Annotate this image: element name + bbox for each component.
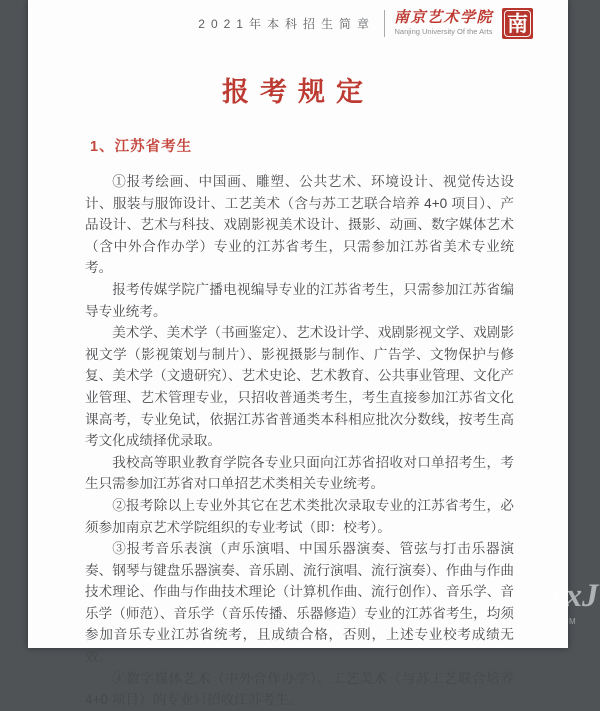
body-paragraph: ④数字媒体艺术（中外合作办学）、工艺美术（与苏工艺联合培养 4+0 项目）的专业只招收江苏考生。 [85,670,514,708]
university-seal-icon [502,8,533,39]
watermark-com-label: COM [549,617,580,626]
document-page [28,0,568,708]
page-title: 报考规定 [222,77,374,107]
watermark-glyph: xxJ [549,578,599,614]
body-text [85,171,514,711]
body-paragraph: ②报考除以上专业外其它在艺术类批次录取专业的江苏省考生，必须参加南京艺术学院组织的专业考试（即：校考）。 [85,497,514,535]
university-name-cn: 南京艺术学院 [393,10,493,27]
brochure-title: 2021年本科招生简章 [198,16,375,31]
university-logo [394,10,493,36]
section-heading-jiangsu: 1、江苏省考生 [90,139,193,155]
document-header [28,4,533,42]
body-paragraph: 美术学、美术学（书画鉴定）、艺术设计学、戏剧影视文学、戏剧影视文学（影视策划与制片）、影视摄影与制作、广告学、文物保护与修复、美术学（文遗研究）、艺术史论、艺术教育、公共事业管理、文化产业管理、艺术管理专业，只招收普通类考生，考生直接参加江苏省文化课高考，专业免试，依据江苏省普通类本科相应批次分数线，按考生高考文化成绩择优录取。 [85,325,514,449]
seal-glyph: 南 [504,10,531,37]
body-paragraph: 报考传媒学院广播电视编导专业的江苏省考生，只需参加江苏省编导专业统考。 [85,281,514,319]
body-paragraph: 我校高等职业教育学院各专业只面向江苏省招收对口单招考生，考生只需参加江苏省对口单招艺术类相关专业统考。 [85,454,514,492]
body-paragraph: ①报考绘画、中国画、雕塑、公共艺术、环境设计、视觉传达设计、服装与服饰设计、工艺美术（含与苏工艺联合培养 4+0 项目）、产品设计、艺术与科技、戏剧影视美术设计、摄影、动画、数字媒体艺术（含中外合作办学）专业的江苏省考生，只需参加江苏省美术专业统考。 [85,174,514,276]
header-divider [384,10,385,37]
body-paragraph: ③报考音乐表演（声乐演唱、中国乐器演奏、管弦与打击乐器演奏、钢琴与键盘乐器演奏、音乐剧、流行演唱、流行演奏）、作曲与作曲技术理论、作曲与作曲技术理论（计算机作曲、流行创作）、音乐学、音乐学（师范）、音乐学（音乐传播、乐器修造）专业的江苏省考生，均须参加音乐专业江苏省统考，且成绩合格，否则，上述专业校考成绩无效。 [85,541,514,665]
university-name-en: Nanjing University Of the Arts [394,26,493,36]
